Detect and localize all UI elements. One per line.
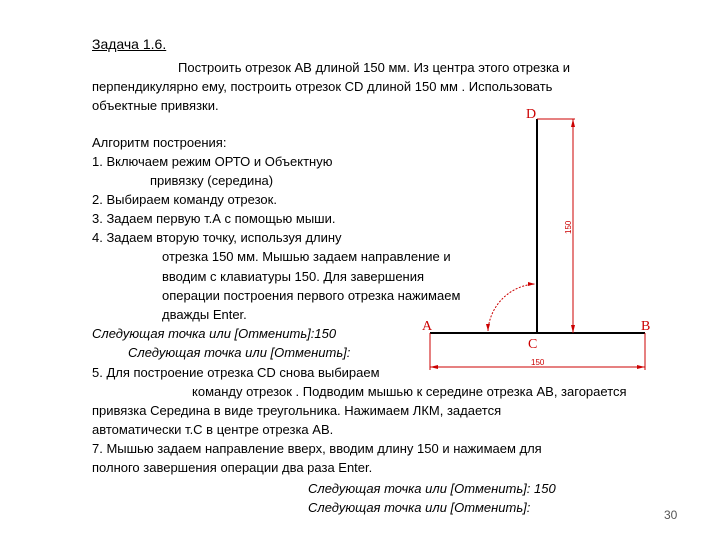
text-line: полного завершения операции два раза Enter.	[92, 460, 373, 475]
text-line: Следующая точка или [Отменить]:150	[92, 326, 337, 341]
text-line: 5. Для построение отрезка CD снова выбираем	[92, 365, 380, 380]
text-line: Следующая точка или [Отменить]: 150	[308, 481, 556, 496]
text-line: вводим с клавиатуры 150. Для завершения	[162, 269, 425, 284]
text-line: 7. Мышью задаем направление вверх, вводим длину 150 и нажимаем для	[92, 441, 542, 456]
text-line: привязку (середина)	[150, 173, 274, 188]
dimension-value-horizontal: 150	[531, 358, 545, 367]
task-title: Задача 1.6.	[92, 36, 167, 52]
text-line: дважды Enter.	[162, 307, 247, 322]
text-line: Следующая точка или [Отменить]:	[308, 500, 531, 515]
text-line: отрезка 150 мм. Мышью задаем направление и	[162, 249, 451, 264]
text-line: 2. Выбираем команду отрезок.	[92, 192, 277, 207]
text-line: команду отрезок . Подводим мышью к середине отрезка АВ, загорается	[192, 384, 627, 399]
page-number: 30	[664, 508, 678, 522]
text-line: Следующая точка или [Отменить]:	[128, 345, 351, 360]
label-d: D	[526, 107, 537, 122]
label-c: C	[528, 337, 538, 352]
text-line: 3. Задаем первую т.А с помощью мыши.	[92, 211, 336, 226]
label-b: B	[641, 319, 651, 334]
text-line: операции построения первого отрезка нажимаем	[162, 288, 461, 303]
text-line: Построить отрезок АВ длиной 150 мм. Из центра этого отрезка и	[178, 60, 571, 75]
text-line: перпендикулярно ему, построить отрезок CD длиной 150 мм . Использовать	[92, 79, 553, 94]
text-line: автоматически т.С в центре отрезка АВ.	[92, 422, 334, 437]
text-line: 4. Задаем вторую точку, используя длину	[92, 230, 342, 245]
arc-arrows	[486, 282, 535, 331]
label-a: A	[422, 319, 433, 334]
text-line: привязка Середина в виде треугольника. Нажимаем ЛКМ, задается	[92, 403, 502, 418]
angle-arc	[488, 284, 535, 331]
text-line: объектные привязки.	[92, 98, 219, 113]
text-line: Алгоритм построения:	[92, 135, 227, 150]
dimension-value-vertical: 150	[564, 220, 573, 234]
text-line: 1. Включаем режим ОРТО и Объектную	[92, 154, 333, 169]
